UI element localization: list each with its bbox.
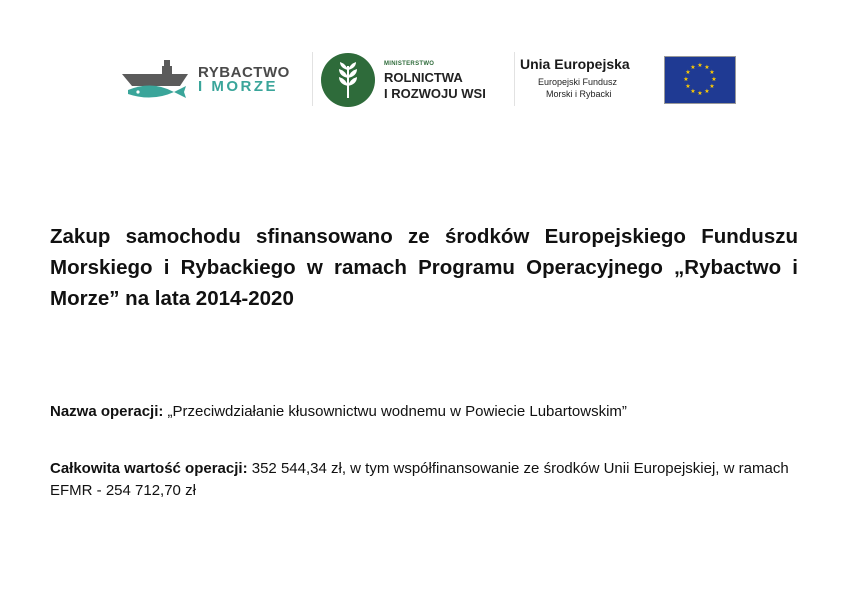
rolnictwa-text: ROLNICTWA [384,70,463,85]
svg-text:★: ★ [697,90,703,97]
operation-value-paragraph [50,458,810,502]
svg-text:★: ★ [704,88,710,95]
operation-value-text: 352 544,34 zł, w tym współfinansowanie ze środków Unii Europejskiej, w ramach EFMR - 254 712,70 zł [50,460,789,499]
svg-text:★: ★ [697,62,703,69]
rybactwo-text: RYBACTWO [198,64,290,81]
logo-divider [312,52,313,106]
eu-flag [664,56,736,104]
svg-text:★: ★ [685,83,691,90]
svg-text:★: ★ [685,69,691,76]
operation-name-label: Nazwa operacji: [50,403,164,420]
svg-text:★: ★ [690,88,696,95]
page-heading: Zakup samochodu sfinansowano ze środków Europejskiego Funduszu Morskiego i Rybackiego w ramach Programu Operacyjnego „Rybactwo i Morze” na lata 2014-2020 [50,225,798,310]
rozwoju-wsi-text: I ROZWOJU WSI [384,86,486,101]
operation-value-label: Całkowita wartość operacji: [50,460,248,477]
svg-text:★: ★ [690,64,696,71]
eu-fund-line1: Europejski Fundusz [538,77,618,87]
fishing-boat-fish-icon [118,56,194,104]
logo-divider [514,52,515,106]
ministerstwo-logo [320,52,510,108]
svg-text:★: ★ [683,76,689,83]
operation-name-paragraph [50,402,810,422]
svg-text:★: ★ [704,64,710,71]
rybactwo-i-morze-logo [118,56,298,104]
svg-text:★: ★ [709,69,715,76]
eu-fund-line2: Morski i Rybacki [546,89,612,99]
ministerstwo-small-text: MINISTERSTWO [384,61,435,67]
eu-stars-icon [665,57,735,103]
eu-title: Unia Europejska [520,56,630,72]
logo-bar [118,46,738,112]
wheat-emblem-icon [320,52,376,108]
svg-text:★: ★ [709,83,715,90]
operation-name-value: „Przeciwdziałanie kłusownictwu wodnemu w Powiecie Lubartowskim” [163,403,627,420]
svg-text:★: ★ [711,76,717,83]
eu-text-block [518,54,656,102]
eu-logo [518,54,734,104]
i-morze-text: I MORZE [198,78,278,95]
